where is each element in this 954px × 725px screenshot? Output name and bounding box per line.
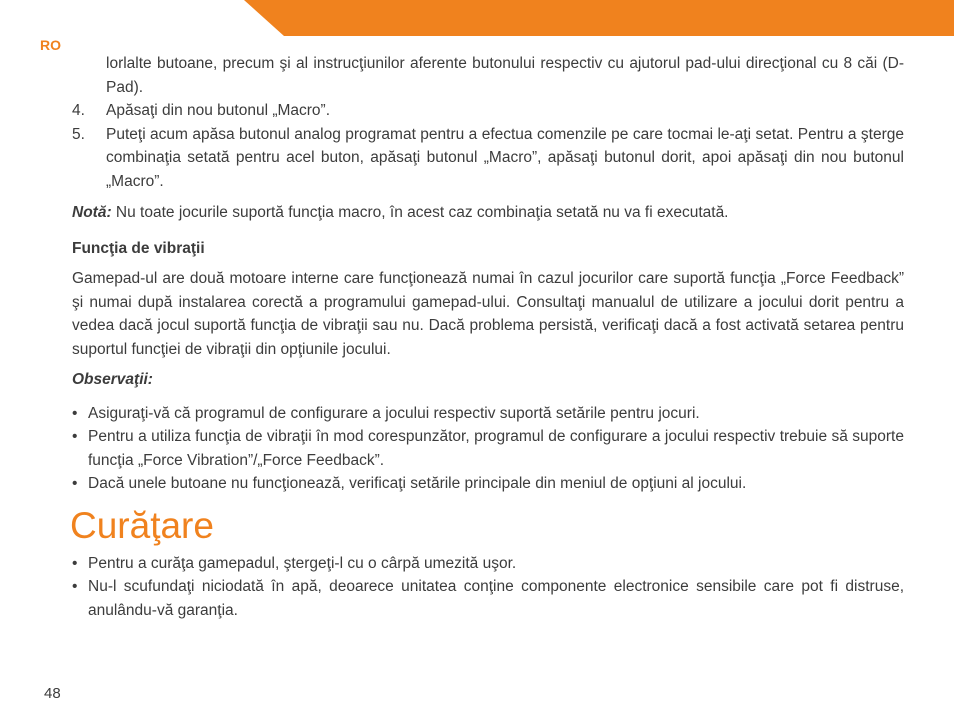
bullet: •: [72, 475, 78, 492]
intro-continuation: lorlalte butoane, precum şi al instrucţiunilor aferente butonului respectiv cu ajutorul pad-ului direcţional cu 8 căi (D-Pad).: [106, 55, 904, 96]
step-5: [72, 123, 904, 194]
step-4: [72, 99, 904, 123]
list-item: [72, 425, 904, 472]
vibration-heading: Funcţia de vibraţii: [72, 239, 205, 257]
observations-list: [72, 402, 904, 496]
list-item: [72, 402, 904, 426]
note-text: Nu toate jocurile suportă funcţia macro, în acest caz combinaţia setată nu va fi executată.: [111, 204, 729, 221]
note-label: Notă:: [72, 204, 112, 221]
list-item: [72, 552, 904, 576]
page-content: [72, 52, 904, 622]
note-paragraph: [72, 201, 904, 225]
step-number: 4.: [72, 102, 85, 119]
step-number: 5.: [72, 125, 85, 143]
step-text: Apăsaţi din nou butonul „Macro”.: [106, 102, 331, 119]
step-text: Puteţi acum apăsa butonul analog programat pentru a efectua comenzile pe care tocmai le-aţi setat. Pentru a şterge combinaţia setată pentru acel buton, apăsaţi butonul „Macro”, apăsaţi butonul dorit, apoi apăsaţi din nou butonul „Macro”.: [106, 125, 904, 190]
bullet: •: [72, 554, 78, 572]
list-item-text: Pentru a curăţa gamepadul, ştergeţi-l cu o cârpă umezită uşor.: [88, 554, 517, 572]
list-item-text: Asiguraţi-vă că programul de configurare a jocului respectiv suportă setările pentru jocuri.: [88, 404, 700, 422]
bullet: •: [72, 404, 78, 422]
bullet: •: [72, 578, 78, 595]
language-label: RO: [40, 37, 61, 53]
list-item-text: Pentru a utiliza funcţia de vibraţii în mod corespunzător, programul de configurare a jocului respectiv trebuie să suporte funcţia „Force Vibration”/„Force Feedback”.: [88, 428, 904, 469]
list-item: [72, 472, 904, 496]
vibration-paragraph: Gamepad-ul are două motoare interne care funcţionează numai în cazul jocurilor care suportă funcţia „Force Feedback” şi numai după instalarea corectă a programului gamepad-ului. Consultaţi manualul de utilizare a jocului dorit pentru a vedea dacă jocul suportă funcţia de vibraţii sau nu. Dacă problema persistă, verificaţi dacă a fost activată setarea pentru suportul funcţiei de vibraţii din opţiunile jocului.: [72, 270, 904, 358]
bullet: •: [72, 428, 78, 445]
list-item: [72, 575, 904, 622]
page-number: 48: [44, 685, 61, 702]
list-item-text: Nu-l scufundaţi niciodată în apă, deoarece unitatea conţine componente electronice sensibile care pot fi distruse, anulându-vă garanţia.: [88, 578, 904, 619]
header-accent-bar: [244, 0, 954, 36]
observations-heading: Observaţii:: [72, 371, 153, 388]
cleaning-title: Curăţare: [70, 504, 214, 546]
cleaning-list: [72, 552, 904, 623]
list-item-text: Dacă unele butoane nu funcţionează, verificaţi setările principale din meniul de opţiuni al jocului.: [88, 475, 747, 492]
